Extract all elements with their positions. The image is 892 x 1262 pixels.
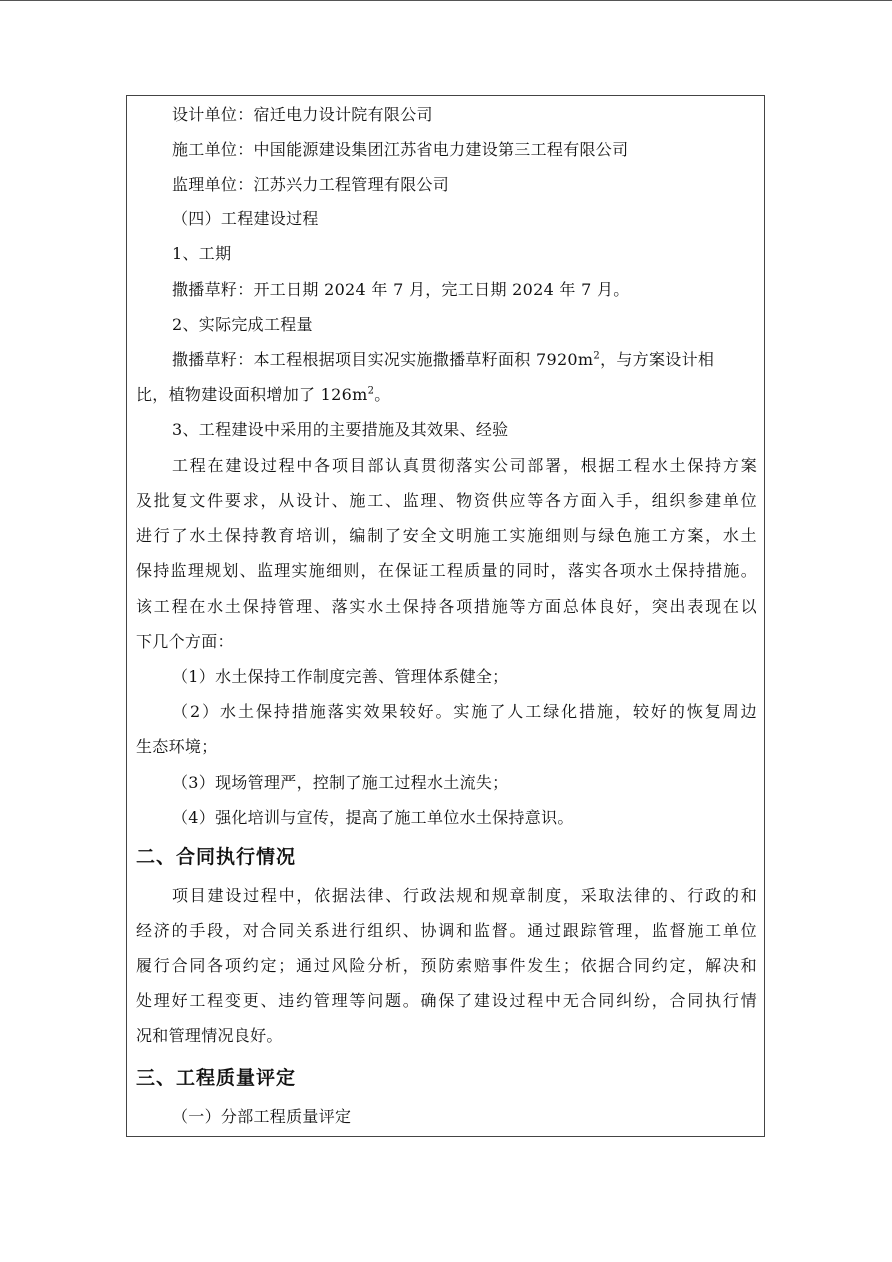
- quantity-line-1-a: 撒播草籽：本工程根据项目实况实施撒播草籽面积 7920m: [172, 350, 594, 369]
- quantity-title: 2、实际完成工程量: [172, 315, 313, 334]
- measure-item: （2）水土保持措施落实效果较好。实施了人工绿化措施，较好的恢复周边: [172, 702, 757, 721]
- measure-item: 生态环境；: [136, 737, 218, 756]
- measures-line: 保持监理规划、监理实施细则，在保证工程质量的同时，落实各项水土保持措施。: [136, 561, 757, 580]
- design-unit: 设计单位：宿迁电力设计院有限公司: [172, 105, 433, 124]
- measure-item: （4）强化培训与宣传，提高了施工单位水土保持意识。: [172, 808, 574, 827]
- quantity-line-1-b: ，与方案设计相: [600, 350, 715, 369]
- measures-line: 该工程在水土保持管理、落实水土保持各项措施等方面总体良好，突出表现在以: [136, 597, 757, 616]
- contract-line: 经济的手段，对合同关系进行组织、协调和监督。通过跟踪管理，监督施工单位: [136, 921, 757, 940]
- quality-heading: 三、工程质量评定: [136, 1067, 297, 1089]
- contract-line: 处理好工程变更、违约管理等问题。确保了建设过程中无合同纠纷，合同执行情: [136, 991, 757, 1010]
- document-frame: [126, 95, 765, 1137]
- period-title: 1、工期: [172, 244, 232, 263]
- process-title: （四）工程建设过程: [172, 209, 319, 228]
- measure-item: （3）现场管理严，控制了施工过程水土流失；: [172, 773, 509, 792]
- quality-subtitle: （一）分部工程质量评定: [172, 1107, 352, 1126]
- page-top-rule: [0, 0, 892, 1]
- contract-line: 履行合同各项约定；通过风险分析，预防索赔事件发生；依据合同约定，解决和: [136, 956, 757, 975]
- measures-line: 进行了水土保持教育培训，编制了安全文明施工实施细则与绿色施工方案，水土: [136, 526, 757, 545]
- contract-line: 况和管理情况良好。: [136, 1026, 283, 1045]
- measures-title: 3、工程建设中采用的主要措施及其效果、经验: [172, 420, 509, 439]
- contract-heading: 二、合同执行情况: [136, 846, 297, 868]
- measures-line: 工程在建设过程中各项目部认真贯彻落实公司部署，根据工程水土保持方案: [172, 456, 757, 475]
- period-text: 撒播草籽：开工日期 2024 年 7 月，完工日期 2024 年 7 月。: [172, 280, 630, 299]
- measures-line: 下几个方面：: [136, 632, 234, 651]
- quantity-line-2-b: 。: [374, 385, 391, 404]
- measure-item: （1）水土保持工作制度完善、管理体系健全；: [172, 667, 509, 686]
- quantity-line-2-sup: 2: [367, 385, 375, 397]
- construction-unit: 施工单位：中国能源建设集团江苏省电力建设第三工程有限公司: [172, 140, 629, 159]
- quantity-line-2: [136, 381, 757, 409]
- supervision-unit: 监理单位：江苏兴力工程管理有限公司: [172, 175, 450, 194]
- quantity-line-1: [136, 346, 757, 374]
- contract-line: 项目建设过程中，依据法律、行政法规和规章制度，采取法律的、行政的和: [172, 886, 757, 905]
- quantity-line-2-a: 比，植物建设面积增加了 126m: [136, 385, 368, 404]
- quantity-line-1-sup: 2: [593, 350, 601, 362]
- measures-line: 及批复文件要求，从设计、施工、监理、物资供应等各方面入手，组织参建单位: [136, 491, 757, 510]
